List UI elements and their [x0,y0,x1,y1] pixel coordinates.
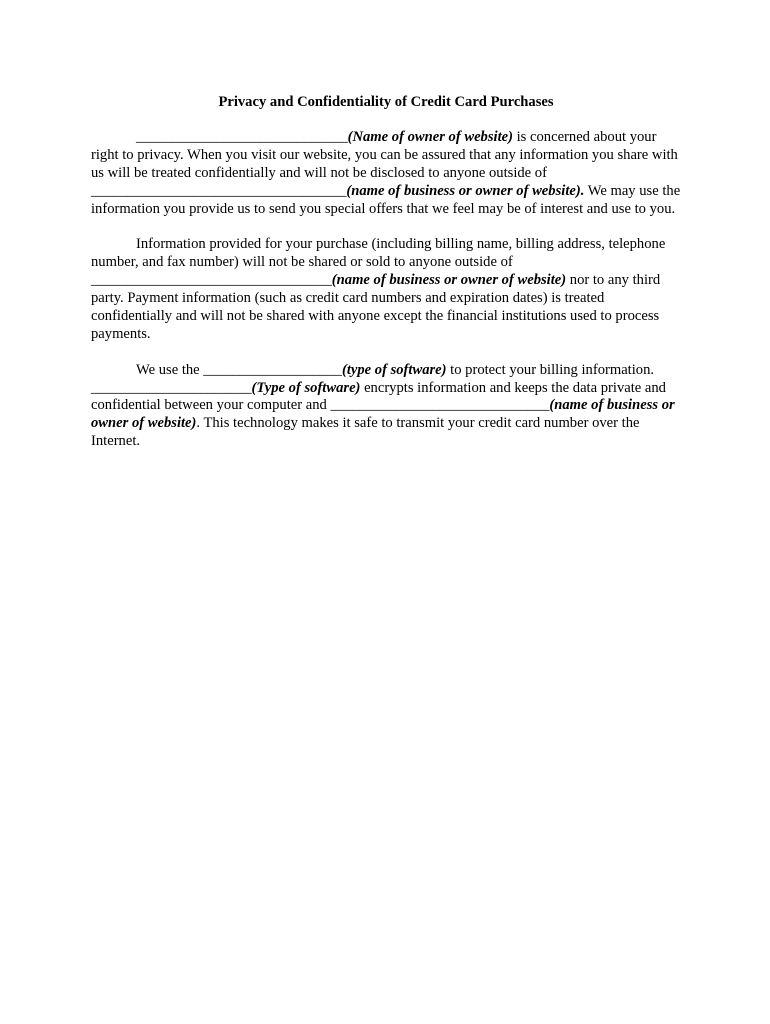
placeholder-business-name: (name of business or owner of website). [346,182,585,199]
document-title: Privacy and Confidentiality of Credit Card Purchases [218,94,554,110]
placeholder-software-type: (type of software) [341,361,447,378]
placeholder-business-name: (name of business or owner of website) [91,397,675,432]
document-body [91,94,681,469]
text-segment: to protect your billing information. ______________________ [91,361,655,396]
placeholder-software-type: (Type of software) [251,379,361,396]
text-segment: nor to any third party. Payment information (such as credit card numbers and expiration dates) is treated confidentially and will not be shared with anyone except the financial institutions used to process payments. [91,272,661,342]
text-segment: We may use the information you provide us to send you special offers that we feel may be of interest and use to you. [91,182,681,217]
text-segment: _____________________________ [136,128,348,145]
text-segment: is concerned about your right to privacy. When you visit our website, you can be assured that any information you share with us will be treated confidentially and will not be disclosed to anyone outside of ___________________________________ [91,128,678,199]
text-segment: We use the ___________________ [136,361,342,378]
text-segment: Information provided for your purchase (including billing name, billing address, telephone number, and fax number) will not be shared or sold to anyone outside of _________________________________ [91,236,666,289]
paragraph-purchase-information [91,236,681,343]
placeholder-business-name: (name of business or owner of website) [331,272,567,289]
text-segment: . This technology makes it safe to transmit your credit card number over the Internet. [91,415,640,450]
paragraph-privacy-intro [91,129,681,219]
placeholder-owner-name: (Name of owner of website) [347,128,513,145]
paragraph-software-security [91,362,681,452]
text-segment: encrypts information and keeps the data private and confidential between your computer and ______________________________ [91,379,666,414]
